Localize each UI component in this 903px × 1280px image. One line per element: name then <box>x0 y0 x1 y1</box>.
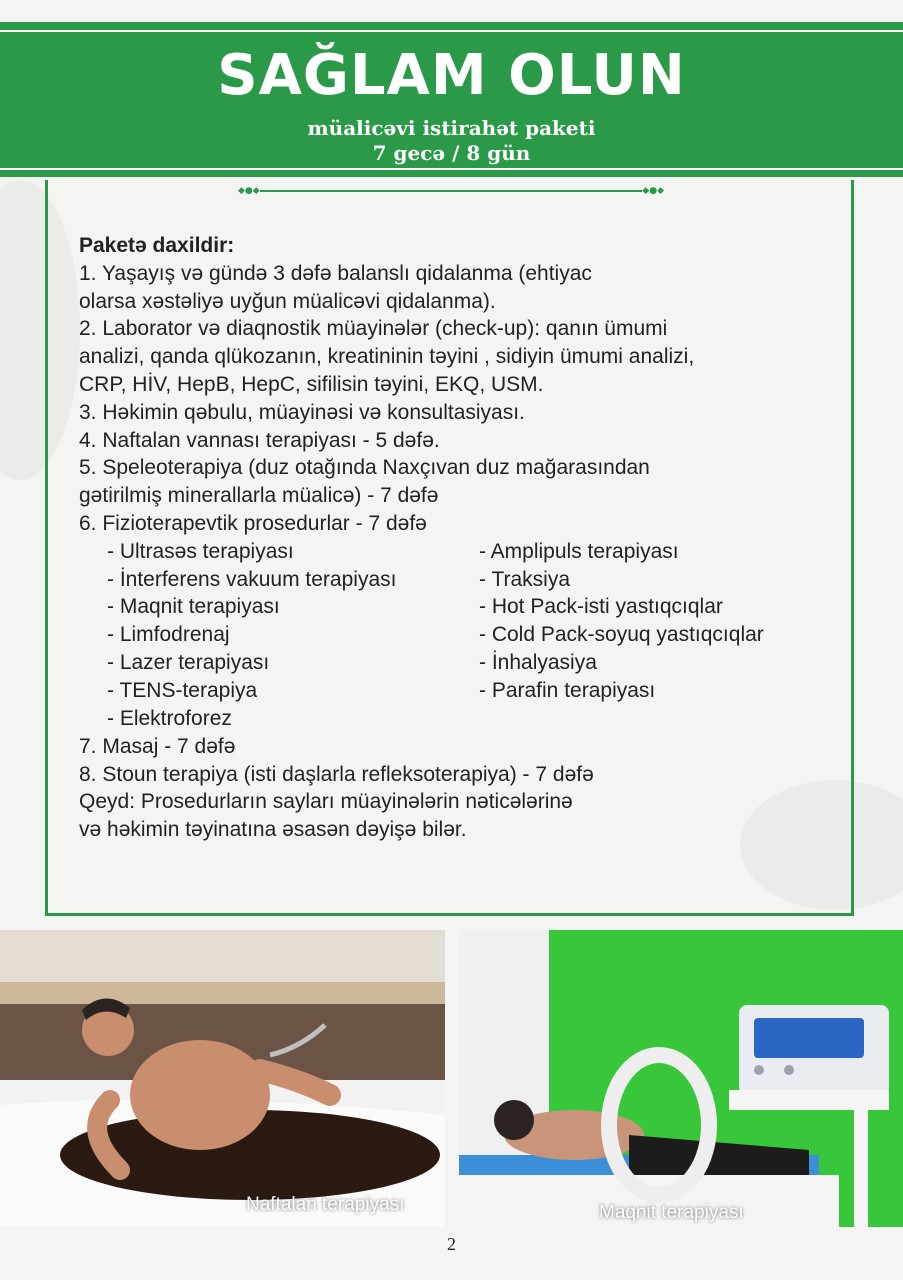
divider-diamond-icon: ◆●◆ <box>642 186 664 196</box>
divider-diamond-icon: ◆●◆ <box>238 186 260 196</box>
package-contents <box>79 232 859 844</box>
procedures-list <box>79 538 859 733</box>
magnet-therapy-illustration <box>459 930 903 1227</box>
procedure-item: - Traksiya <box>479 567 571 591</box>
procedure-item: - Lazer terapiyası <box>107 650 270 674</box>
contents-line: 5. Speleoterapiya (duz otağında Naxçıvan duz mağarasından <box>79 456 650 480</box>
contents-line: 7. Masaj - 7 dəfə <box>79 734 236 758</box>
package-duration: 7 gecə / 8 gün <box>372 141 531 165</box>
photo-caption: Naftalan terapiyası <box>246 1194 405 1215</box>
page-number: 2 <box>447 1234 456 1254</box>
header-bottom-rule <box>0 168 903 170</box>
procedure-item: - Cold Pack-soyuq yastıqcıqlar <box>479 623 764 647</box>
contents-line: 4. Naftalan vannası terapiyası - 5 dəfə. <box>79 428 440 452</box>
procedures-left-column <box>107 538 396 733</box>
magnet-therapy-photo <box>459 930 903 1227</box>
contents-line: analizi, qanda qlükozanın, kreatininin təyini , sidiyin ümumi analizi, <box>79 345 695 369</box>
contents-heading: Paketə daxildir: <box>79 234 235 257</box>
procedure-item: - Parafin terapiyası <box>479 678 656 702</box>
contents-line: gətirilmiş minerallarla müalicə) - 7 dəfə <box>79 484 439 508</box>
procedure-item: - İnhalyasiya <box>479 650 597 674</box>
contents-line: 1. Yaşayış və gündə 3 dəfə balanslı qidalanma (ehtiyac <box>79 261 592 285</box>
procedure-item: - Amplipuls terapiyası <box>479 539 679 563</box>
naftalan-bath-illustration <box>0 930 445 1227</box>
procedures-right-column <box>479 538 764 705</box>
procedure-item: - Hot Pack-isti yastıqcıqlar <box>479 595 723 619</box>
procedure-item: - Maqnit terapiyası <box>107 595 280 619</box>
page-title: SAĞLAM OLUN <box>217 43 686 108</box>
contents-line: 6. Fizioterapevtik prosedurlar - 7 dəfə <box>79 511 427 535</box>
naftalan-photo <box>0 930 445 1227</box>
procedure-item: - Limfodrenaj <box>107 623 230 647</box>
procedure-item: - TENS-terapiya <box>107 678 258 702</box>
header-top-rule <box>0 30 903 32</box>
contents-line: CRP, HİV, HepB, HepC, sifilisin təyini, EKQ, USM. <box>79 372 544 396</box>
procedure-item: - İnterferens vakuum terapiyası <box>107 567 397 591</box>
contents-line: olarsa xəstəliyə uyğun müalicəvi qidalanma). <box>79 289 496 313</box>
note-line: Qeyd: Prosedurların sayları müayinələrin nəticələrinə <box>79 790 573 814</box>
contents-line: 3. Həkimin qəbulu, müayinəsi və konsultasiyası. <box>79 400 525 424</box>
note-line: və həkimin təyinatına əsasən dəyişə bilər. <box>79 818 467 842</box>
procedure-item: - Ultrasəs terapiyası <box>107 539 294 563</box>
header-banner <box>0 22 903 177</box>
procedure-item: - Elektroforez <box>107 706 232 730</box>
photo-caption: Maqnit terapiyası <box>599 1202 744 1223</box>
contents-line: 2. Laborator və diaqnostik müayinələr (check-up): qanın ümumi <box>79 317 668 341</box>
package-subtitle: müalicəvi istirahət paketi <box>307 116 596 140</box>
contents-line: 8. Stoun terapiya (isti daşlarla refleksoterapiya) - 7 dəfə <box>79 762 594 786</box>
